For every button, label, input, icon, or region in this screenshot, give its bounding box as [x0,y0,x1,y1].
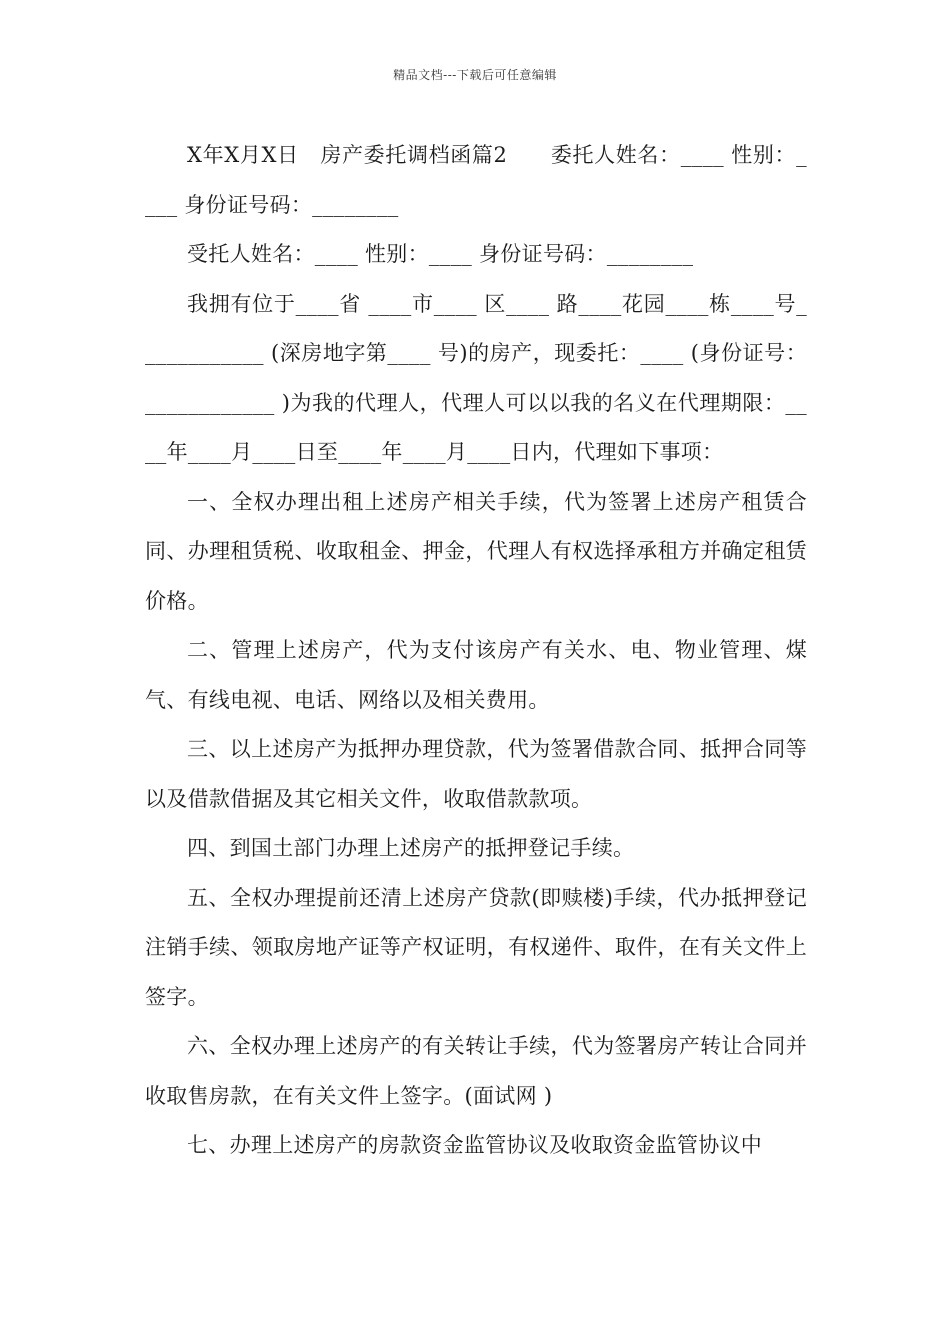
paragraph-trustee: 受托人姓名：____ 性别：____ 身份证号码：________ [187,242,694,266]
paragraph-item-7: 七、办理上述房产的房款资金监管协议及收取资金监管协议中 [187,1133,763,1157]
paragraph-item-5: 五、全权办理提前还清上述房产贷款(即赎楼)手续，代办抵押登记注销手续、领取房地产证等产权证明，有权递件、取件，在有关文件上签字。 [145,885,807,1009]
page-header: 精品文档---下载后可任意编辑 [393,68,557,82]
paragraph-item-2: 二、管理上述房产，代为支付该房产有关水、电、物业管理、煤气、有线电视、电话、网络以及相关费用。 [145,638,807,712]
document-body [145,131,807,1171]
paragraph-item-4: 四、到国土部门办理上述房产的抵押登记手续。 [187,836,635,860]
paragraph-property: 我拥有位于____省 ____市____ 区____ 路____花园____栋____号____________ (深房地字第____ 号)的房产，现委托：____ (身份证号：____________ )为我的代理人，代理人可以以我的名义在代理期限：____年____月____日至____年____月____日内，代理如下事项： [145,291,807,464]
paragraph-item-1: 一、全权办理出租上述房产相关手续，代为签署上述房产租赁合同、办理租赁税、收取租金、押金，代理人有权选择承租方并确定租赁价格。 [145,489,807,613]
paragraph-intro: X年X月X日 房产委托调档函篇2 委托人姓名：____ 性别：____ 身份证号码：________ [145,143,807,217]
paragraph-item-3: 三、以上述房产为抵押办理贷款，代为签署借款合同、抵押合同等以及借款借据及其它相关文件，收取借款款项。 [145,737,807,811]
paragraph-item-6: 六、全权办理上述房产的有关转让手续，代为签署房产转让合同并收取售房款，在有关文件上签字。(面试网 ) [145,1034,807,1108]
